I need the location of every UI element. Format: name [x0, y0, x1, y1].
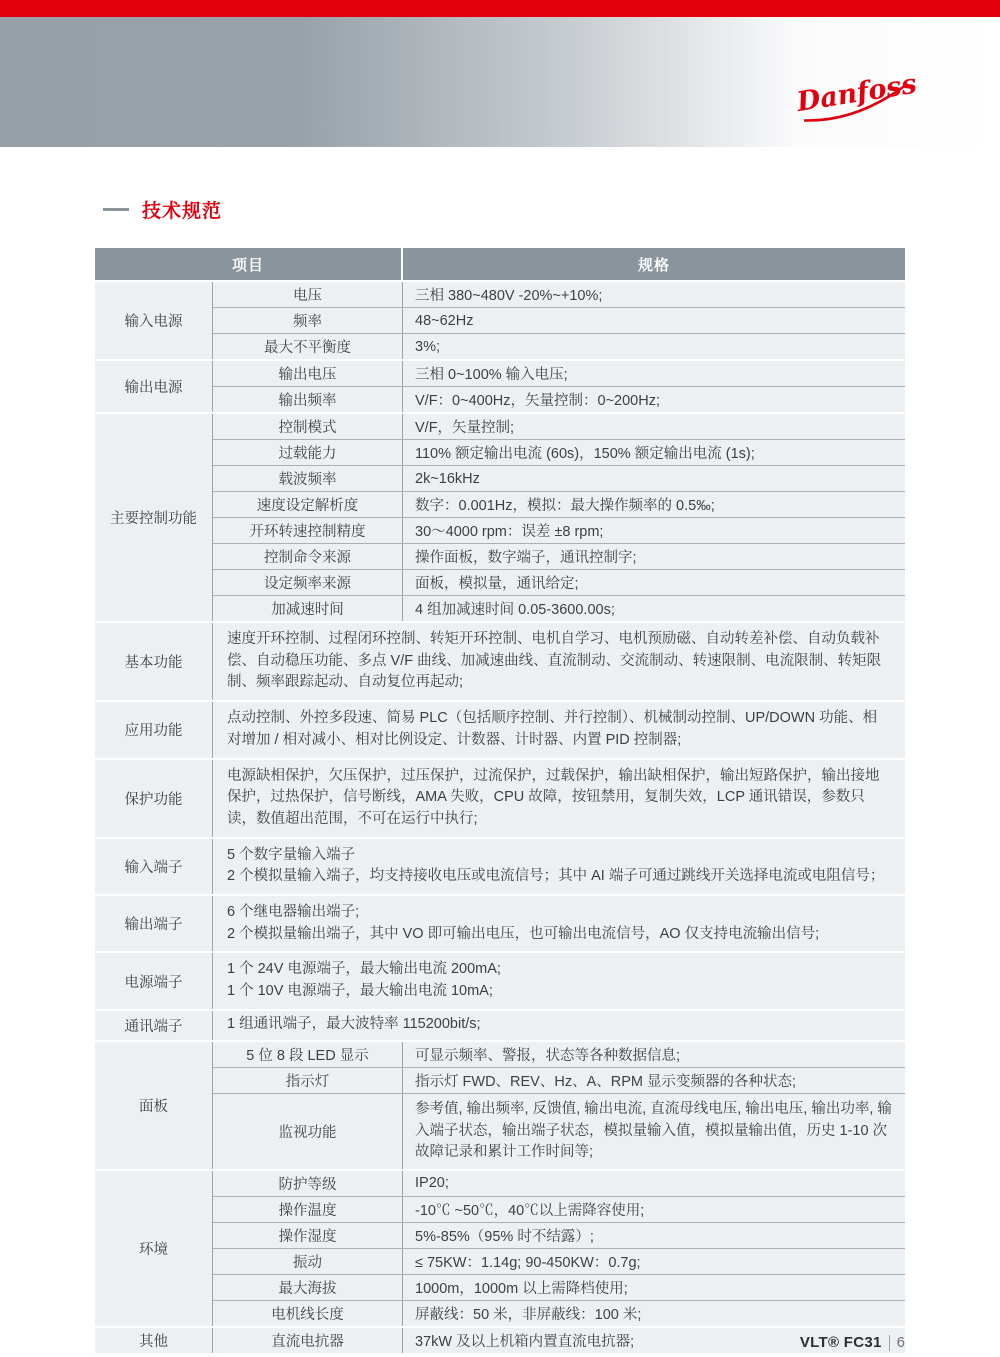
row-value: 参考值, 输出频率, 反馈值, 输出电流, 直流母线电压, 输出电压, 输出功率, 输入端子状态，输出端子状态，模拟量输入值，模拟量输出值，历史 1-10 次故障记录和累计工作时间等; [415, 1100, 892, 1161]
row-label: 控制命令来源 [213, 544, 403, 569]
row-value: 2 个模拟量输出端子，其中 VO 即可输出电压，也可输出电流信号，AO 仅支持电流输出信号; [227, 925, 820, 942]
table-row [213, 1300, 905, 1326]
row-value: 30～4000 rpm：误差 ±8 rpm; [415, 524, 604, 540]
row-label: 防护等级 [213, 1171, 403, 1196]
row-value: 操作面板，数字端子，通讯控制字; [415, 550, 637, 566]
row-value: 三相 0~100% 输入电压; [415, 367, 568, 383]
group-label: 基本功能 [95, 623, 213, 700]
group-label: 环境 [95, 1171, 213, 1326]
table-row [213, 491, 905, 517]
row-value: 电源缺相保护，欠压保护，过压保护，过流保护，过载保护，输出缺相保护，输出短路保护，输出接地保护，过热保护，信号断线，AMA 失败，CPU 故障，按钮禁用，复制失效，LCP 通讯错误，参数只读，数值超出范围，不可在运行中执行; [227, 767, 880, 827]
table-row [213, 361, 905, 386]
group-label: 保护功能 [95, 760, 213, 837]
footer-page-number: 6 [896, 1334, 905, 1351]
row-label: 输出频率 [213, 387, 403, 412]
row-value: 速度开环控制、过程闭环控制、转矩开环控制、电机自学习、电机预励磁、自动转差补偿、自动负载补偿、自动稳压功能、多点 V/F 曲线、加减速曲线、直流制动、交流制动、转速限制、电流限制、转矩限制、频率跟踪起动、自动复位再起动; [227, 631, 882, 691]
group-main-control [95, 414, 905, 621]
group-label: 输出端子 [95, 896, 213, 951]
row-value: 3%; [415, 338, 440, 355]
group-environment [95, 1171, 905, 1326]
group-panel [95, 1042, 905, 1169]
row-label: 控制模式 [213, 414, 403, 439]
group-label: 面板 [95, 1042, 213, 1169]
row-label: 直流电抗器 [213, 1328, 403, 1353]
row-value: IP20; [415, 1175, 449, 1192]
group-protection-functions [95, 760, 905, 837]
row-label: 最大海拔 [213, 1275, 403, 1300]
spec-table [95, 248, 905, 1355]
row-value: 1 组通讯端子，最大波特率 115200bit/s; [227, 1016, 481, 1033]
row-value: 指示灯 FWD、REV、Hz、A、RPM 显示变频器的各种状态; [415, 1073, 797, 1090]
row-value: 4 组加减速时间 0.05-3600.00s; [415, 602, 615, 618]
row-label: 5 位 8 段 LED 显示 [213, 1042, 403, 1067]
group-input-terminals [95, 839, 905, 894]
page-footer [800, 1334, 905, 1351]
table-row [213, 282, 905, 307]
row-label: 开环转速控制精度 [213, 518, 403, 543]
group-label: 通讯端子 [95, 1011, 213, 1040]
row-value: 三相 380~480V -20%~+10%; [415, 288, 603, 304]
row-value: 1000m，1000m 以上需降档使用; [415, 1280, 628, 1297]
footer-divider [889, 1335, 890, 1351]
group-input-power [95, 282, 905, 359]
group-label: 输出电源 [95, 361, 213, 412]
row-value: 37kW 及以上机箱内置直流电抗器; [415, 1333, 635, 1350]
top-red-bar [0, 0, 1000, 17]
table-row [213, 414, 905, 439]
table-row [213, 1093, 905, 1169]
row-value: V/F：0~400Hz，矢量控制：0~200Hz; [415, 393, 660, 409]
group-output-terminals [95, 896, 905, 951]
table-row [213, 307, 905, 333]
row-value: 点动控制、外控多段速、简易 PLC（包括顺序控制、并行控制）、机械制动控制、UP/DOWN 功能、相对增加 / 相对减小、相对比例设定、计数器、计时器、内置 PID 控制器; [227, 710, 878, 748]
title-dash [103, 208, 129, 211]
row-label: 输出电压 [213, 361, 403, 386]
row-value: 2k~16kHz [415, 470, 480, 487]
group-output-power [95, 361, 905, 412]
row-label: 加减速时间 [213, 596, 403, 621]
row-value: 5 个数字量输入端子 [227, 846, 356, 863]
footer-product-name: VLT® FC31 [799, 1334, 882, 1351]
row-label: 速度设定解析度 [213, 492, 403, 517]
row-value: 面板，模拟量，通讯给定; [415, 576, 579, 592]
row-value: 110% 额定输出电流 (60s)，150% 额定输出电流 (1s); [415, 446, 755, 462]
danfoss-logo [791, 68, 921, 126]
table-header-row [95, 248, 905, 280]
row-label: 操作湿度 [213, 1223, 403, 1248]
table-row [213, 569, 905, 595]
group-application-functions [95, 702, 905, 757]
row-label: 监视功能 [213, 1094, 403, 1169]
row-value: 6 个继电器输出端子; [227, 904, 360, 921]
row-value: 1 个 24V 电源端子，最大输出电流 200mA; [227, 961, 501, 978]
row-label: 频率 [213, 308, 403, 333]
section-title-row [103, 196, 222, 222]
row-label: 操作温度 [213, 1197, 403, 1222]
row-value: 5%-85%（95% 时不结露）; [415, 1228, 594, 1245]
table-row [213, 1274, 905, 1300]
table-row [213, 1067, 905, 1093]
row-value: ≤ 75KW：1.14g; 90-450KW：0.7g; [415, 1254, 641, 1271]
table-row [213, 1248, 905, 1274]
table-row [213, 333, 905, 359]
table-row [213, 517, 905, 543]
row-value: V/F，矢量控制; [415, 420, 515, 436]
table-row [213, 1171, 905, 1196]
danfoss-logo-text: Danfoss [794, 68, 919, 119]
row-label: 电压 [213, 282, 403, 307]
group-label: 其他 [95, 1328, 213, 1353]
table-row [213, 1042, 905, 1067]
table-row [213, 465, 905, 491]
danfoss-logo-svg [791, 68, 921, 126]
group-label: 输入端子 [95, 839, 213, 894]
group-other [95, 1328, 905, 1353]
table-row [213, 595, 905, 621]
row-label: 振动 [213, 1249, 403, 1274]
row-label: 过载能力 [213, 440, 403, 465]
row-label: 电机线长度 [213, 1301, 403, 1326]
row-label: 设定频率来源 [213, 570, 403, 595]
column-header-spec: 规格 [637, 256, 670, 274]
table-row [213, 386, 905, 412]
group-label: 应用功能 [95, 702, 213, 757]
row-label: 最大不平衡度 [213, 334, 403, 359]
table-row [213, 543, 905, 569]
row-value: 48~62Hz [415, 312, 474, 329]
group-basic-functions [95, 623, 905, 700]
row-value: 可显示频率、警报，状态等各种数据信息; [415, 1047, 681, 1064]
row-label: 指示灯 [213, 1068, 403, 1093]
row-value: 数字：0.001Hz，模拟：最大操作频率的 0.5‰; [415, 498, 715, 514]
row-value: 1 个 10V 电源端子，最大输出电流 10mA; [227, 983, 493, 1000]
group-comm-terminals [95, 1011, 905, 1040]
table-row [213, 1196, 905, 1222]
group-label: 主要控制功能 [95, 414, 213, 621]
page-title: 技术规范 [142, 200, 223, 222]
group-label: 电源端子 [95, 953, 213, 1008]
row-label: 载波频率 [213, 466, 403, 491]
row-value: 屏蔽线：50 米，非屏蔽线：100 米; [415, 1306, 642, 1323]
row-value: 2 个模拟量输入端子，均支持接收电压或电流信号；其中 AI 端子可通过跳线开关选择电流或电阻信号； [227, 868, 885, 885]
table-row [213, 439, 905, 465]
row-value: -10℃ ~50℃，40℃以上需降容使用; [415, 1202, 645, 1219]
group-power-terminals [95, 953, 905, 1008]
table-row [213, 1222, 905, 1248]
column-header-item: 项目 [95, 248, 403, 280]
group-label: 输入电源 [95, 282, 213, 359]
